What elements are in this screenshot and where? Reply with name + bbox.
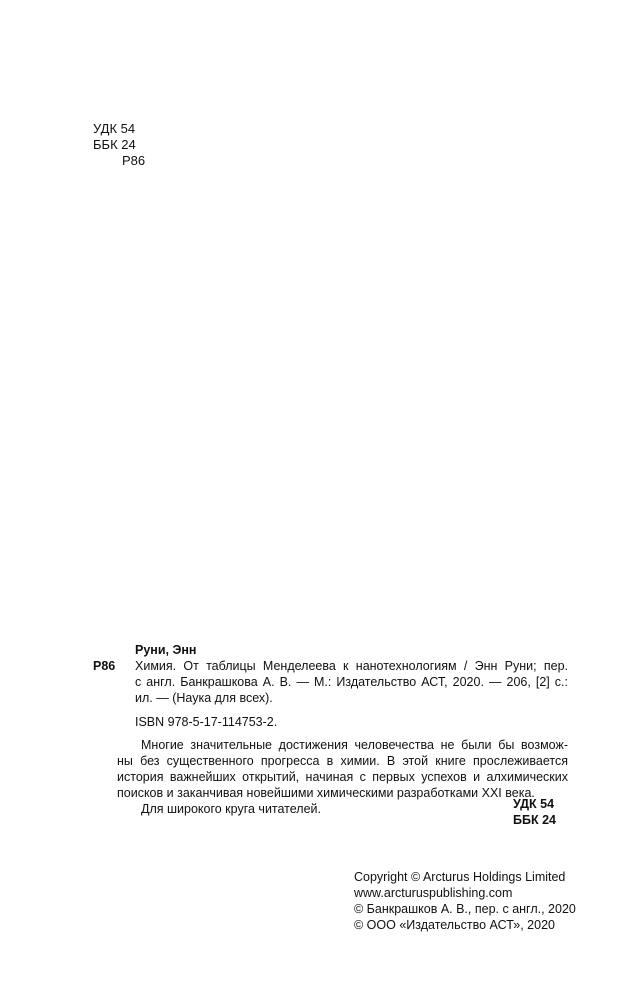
annotation-line: Многие значительные достижения человечества не были бы возмож-	[141, 738, 568, 752]
author-heading: Руни, Энн	[135, 643, 197, 657]
bbk-code-bottom: ББК 24	[513, 813, 556, 827]
udk-code: УДК 54	[93, 121, 136, 136]
catalog-record	[93, 642, 568, 817]
entry-cutter-code: Р86	[93, 659, 116, 673]
description-line: Химия. От таблицы Менделеева к нанотехнологиям / Энн Руни; пер.	[135, 659, 568, 673]
udk-code-bottom: УДК 54	[513, 797, 555, 811]
top-classification-codes	[93, 121, 145, 169]
cutter-code: Р86	[122, 153, 146, 168]
copyright-line: Copyright © Arcturus Holdings Limited	[354, 870, 566, 884]
bibliographic-entry	[93, 658, 568, 706]
publisher-website: www.arcturuspublishing.com	[354, 886, 513, 900]
annotation-line: ны без существенного прогресса в химии. В этой книге прослеживается	[117, 754, 568, 768]
annotation	[93, 737, 568, 801]
annotation-line: история важнейших открытий, начиная с первых успехов и алхимических	[117, 770, 568, 784]
translation-copyright-line: © Банкрашков А. В., пер. с англ., 2020	[354, 902, 576, 916]
copyright-block	[354, 869, 576, 933]
description-line: ил. — (Наука для всех).	[135, 691, 273, 705]
bottom-classification-codes	[513, 796, 556, 828]
bbk-code: ББК 24	[93, 137, 136, 152]
isbn-number: ISBN 978-5-17-114753-2.	[135, 715, 278, 729]
description-line: с англ. Банкрашкова А. В. — М.: Издательство АСТ, 2020. — 206, [2] с.:	[135, 675, 568, 689]
publisher-copyright-line: © ООО «Издательство АСТ», 2020	[354, 918, 555, 932]
annotation-line: поисков и заканчивая новейшими химическими разработками XXI века.	[117, 786, 535, 800]
audience-note: Для широкого круга читателей.	[141, 802, 322, 816]
